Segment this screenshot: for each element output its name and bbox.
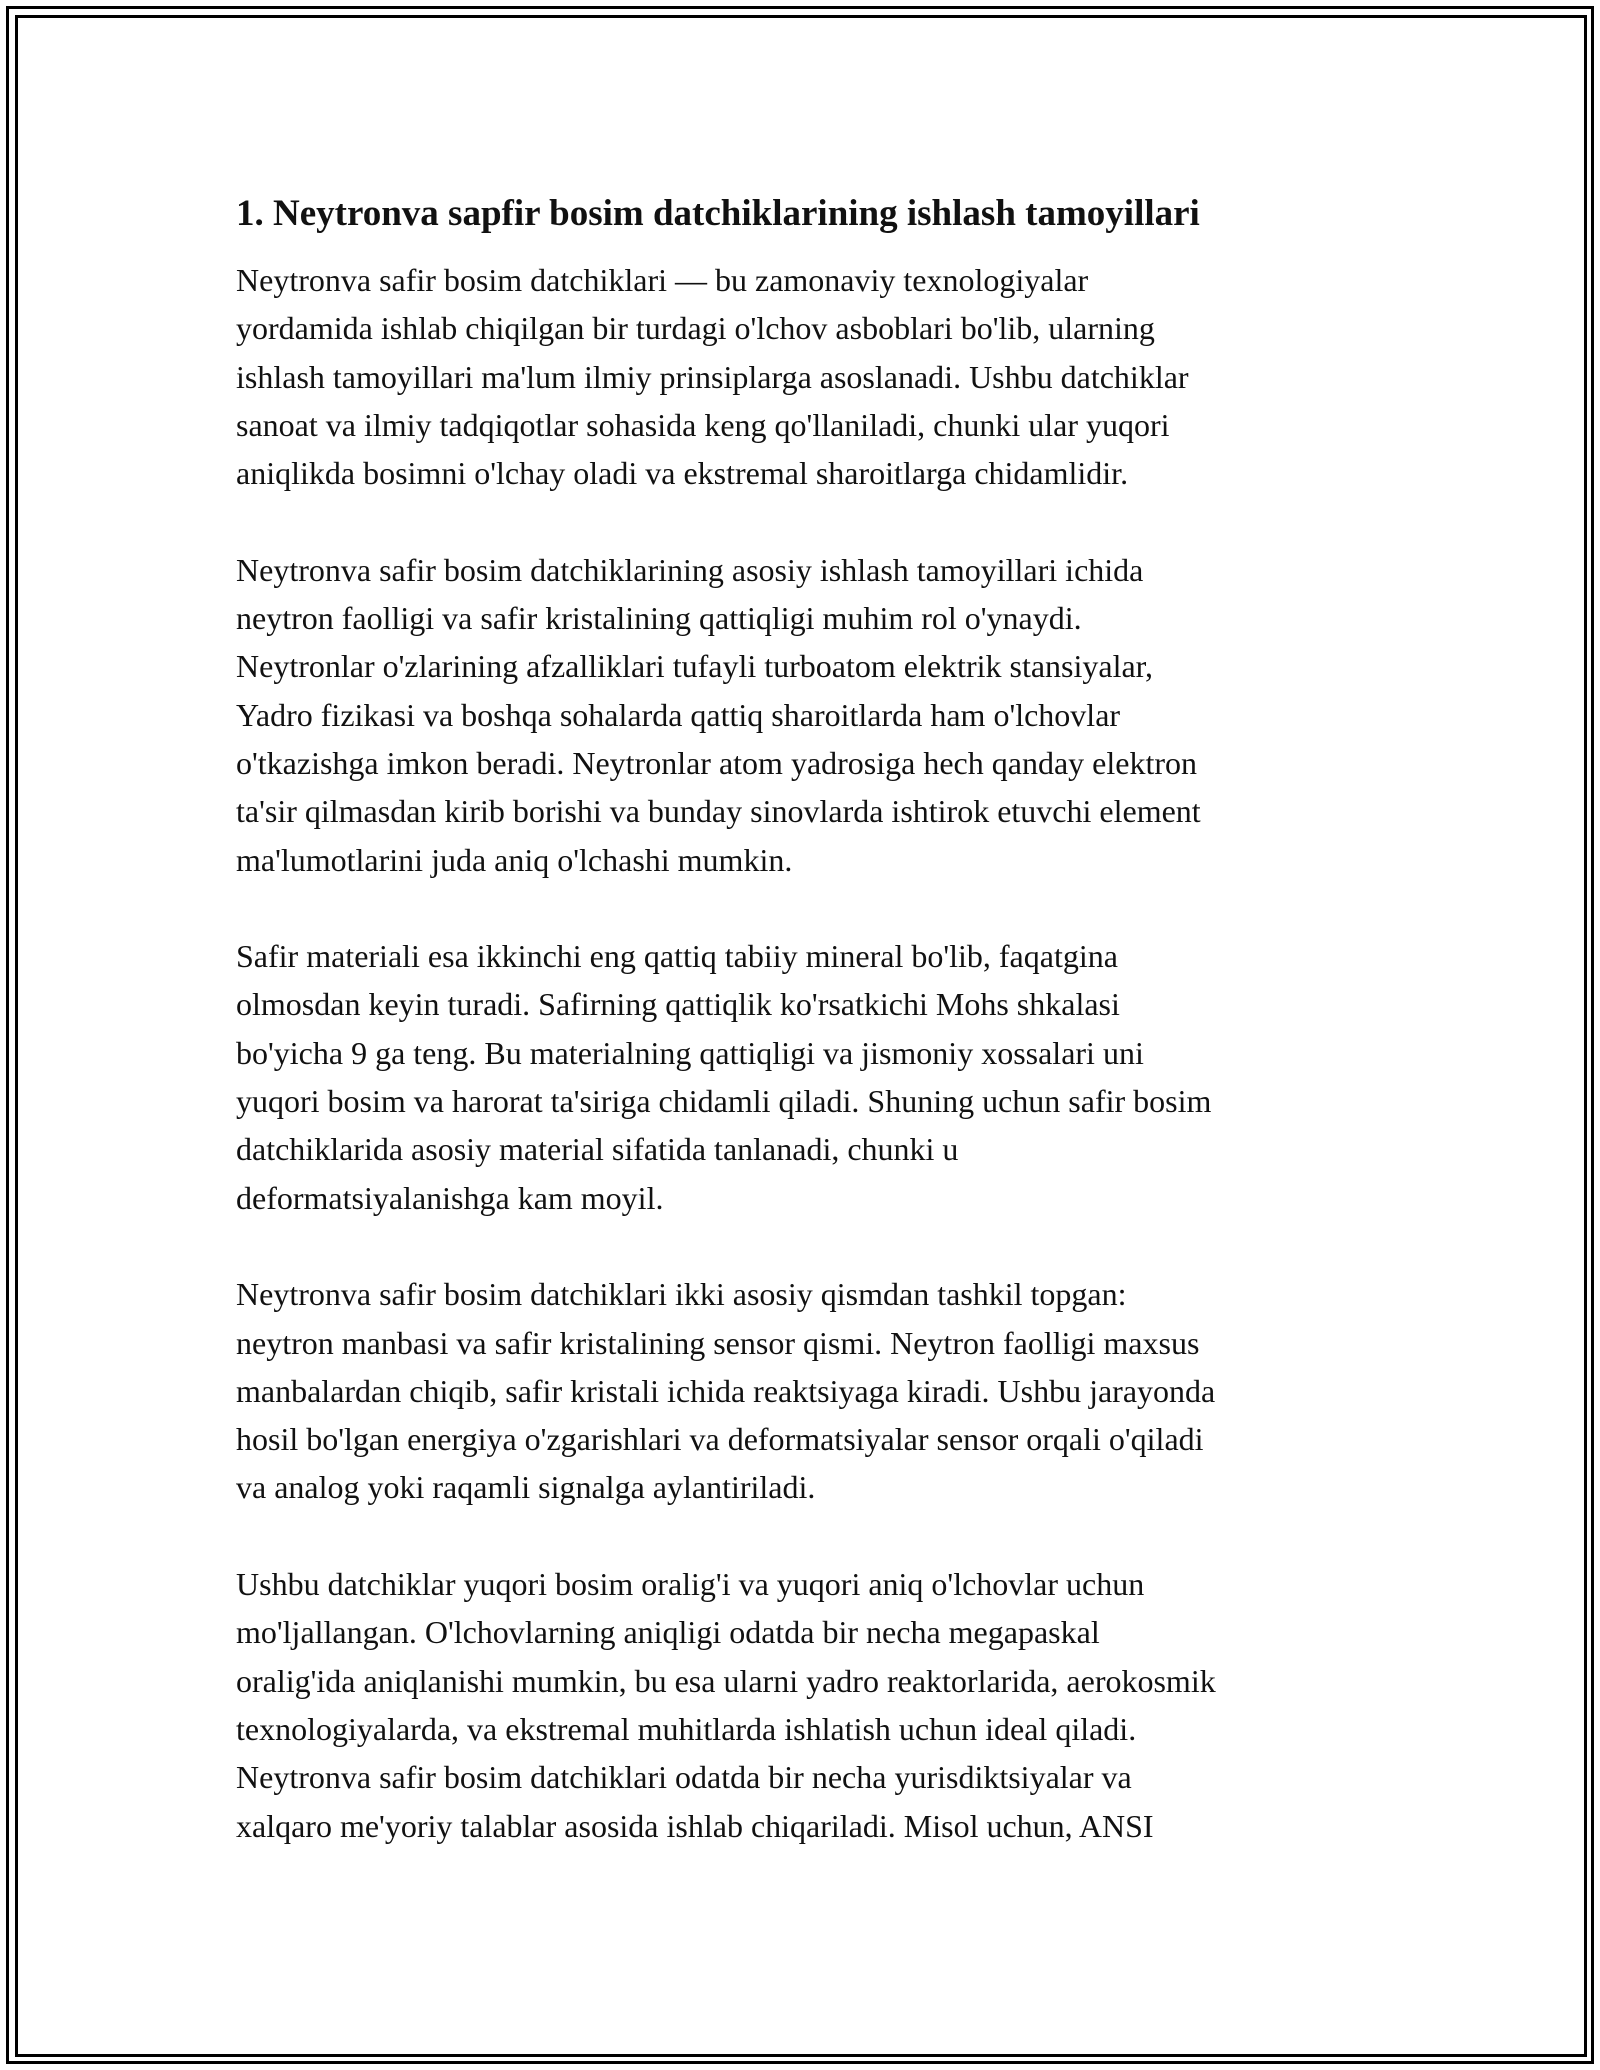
text-line: datchiklarida asosiy material sifatida tanlanadi, chunki u	[236, 1131, 959, 1168]
paragraph-4	[236, 1270, 1366, 1511]
text-line: bo'yicha 9 ga teng. Bu materialning qattiqligi va jismoniy xossalari uni	[236, 1034, 1144, 1071]
text-line: xalqaro me'yoriy talablar asosida ishlab chiqariladi. Misol uchun, ANSI	[236, 1807, 1154, 1844]
text-line: va analog yoki raqamli signalga aylantiriladi.	[236, 1469, 816, 1506]
text-line: Neytronva safir bosim datchiklarining asosiy ishlash tamoyillari ichida	[236, 551, 1144, 588]
text-line: yordamida ishlab chiqilgan bir turdagi o'lchov asboblari bo'lib, ularning	[236, 310, 1155, 347]
text-line: hosil bo'lgan energiya o'zgarishlari va deformatsiyalar sensor orqali o'qiladi	[236, 1421, 1204, 1458]
paragraph-5	[236, 1560, 1366, 1850]
paragraph-1	[236, 256, 1366, 497]
text-line: ta'sir qilmasdan kirib borishi va bunday sinovlarda ishtirok etuvchi element	[236, 793, 1201, 830]
paragraph-3	[236, 932, 1366, 1222]
text-line: oralig'ida aniqlanishi mumkin, bu esa ularni yadro reaktorlarida, aerokosmik	[236, 1662, 1216, 1699]
text-line: Safir materiali esa ikkinchi eng qattiq tabiiy mineral bo'lib, faqatgina	[236, 938, 1118, 975]
text-line: neytron faolligi va safir kristalining qattiqligi muhim rol o'ynaydi.	[236, 600, 1082, 637]
text-line: sanoat va ilmiy tadqiqotlar sohasida keng qo'llaniladi, chunki ular yuqori	[236, 406, 1170, 443]
text-line: Neytronva safir bosim datchiklari — bu zamonaviy texnologiyalar	[236, 262, 1089, 298]
text-line: neytron manbasi va safir kristalining sensor qismi. Neytron faolligi maxsus	[236, 1324, 1200, 1361]
text-line: yuqori bosim va harorat ta'siriga chidamli qiladi. Shuning uchun safir bosim	[236, 1083, 1212, 1120]
text-line: deformatsiyalanishga kam moyil.	[236, 1179, 664, 1216]
text-line: texnologiyalarda, va ekstremal muhitlarda ishlatish uchun ideal qiladi.	[236, 1710, 1137, 1747]
text-line: o'tkazishga imkon beradi. Neytronlar atom yadrosiga hech qanday elektron	[236, 744, 1197, 781]
text-line: Neytronva safir bosim datchiklari odatda bir necha yurisdiktsiyalar va	[236, 1759, 1132, 1796]
text-line: mo'ljallangan. O'lchovlarning aniqligi odatda bir necha megapaskal	[236, 1614, 1100, 1651]
text-line: Yadro fizikasi va boshqa sohalarda qattiq sharoitlarda ham o'lchovlar	[236, 696, 1121, 733]
text-line: manbalardan chiqib, safir kristali ichida reaktsiyaga kiradi. Ushbu jarayonda	[236, 1372, 1216, 1409]
text-line: Neytronlar o'zlarining afzalliklari tufayli turboatom elektrik stansiyalar,	[236, 648, 1154, 685]
text-line: Ushbu datchiklar yuqori bosim oralig'i va yuqori aniq o'lchovlar uchun	[236, 1566, 1145, 1603]
document-body	[236, 188, 1366, 1898]
paragraph-2	[236, 546, 1366, 884]
text-line: aniqlikda bosimni o'lchay oladi va ekstremal sharoitlarga chidamlidir.	[236, 455, 1129, 492]
document-title: 1. Neytronva sapfir bosim datchiklarining ishlash tamoyillari	[236, 193, 1200, 234]
text-line: ishlash tamoyillari ma'lum ilmiy prinsiplarga asoslanadi. Ushbu datchiklar	[236, 358, 1189, 395]
text-line: Neytronva safir bosim datchiklari ikki asosiy qismdan tashkil topgan:	[236, 1276, 1127, 1313]
text-line: ma'lumotlarini juda aniq o'lchashi mumkin.	[236, 841, 793, 878]
text-line: olmosdan keyin turadi. Safirning qattiqlik ko'rsatkichi Mohs shkalasi	[236, 986, 1120, 1023]
